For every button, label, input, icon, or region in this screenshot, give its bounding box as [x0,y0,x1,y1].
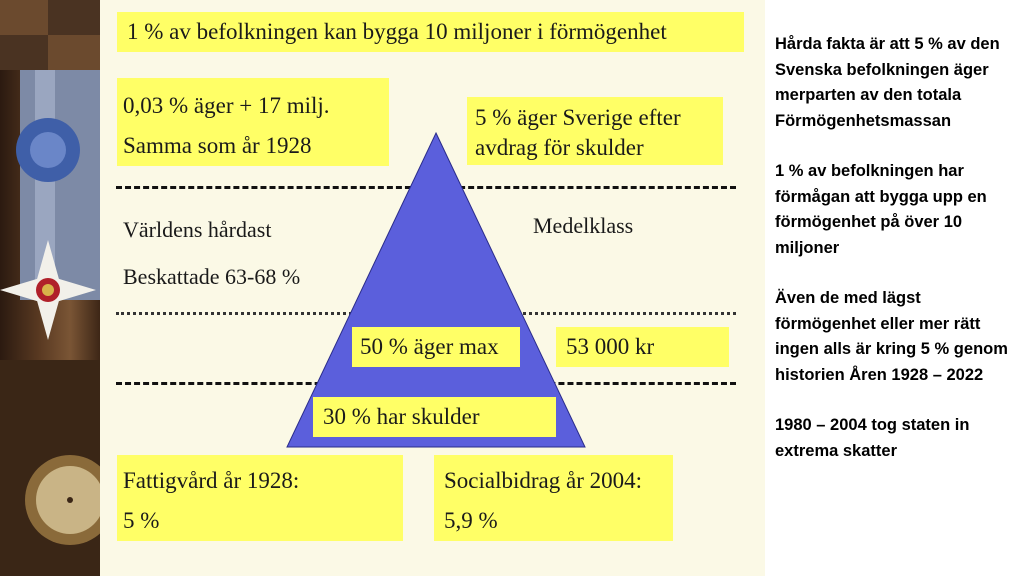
note-paragraph: 1 % av befolkningen har förmågan att bygga upp en förmögenhet på över 10 miljoner [775,162,987,257]
left-text [123,206,300,300]
note-paragraph: Även de med lägst förmögenhet eller mer rätt ingen alls är kring 5 % genom historien Åren 1928 – 2022 [775,289,1008,384]
title-box [117,12,744,52]
bottom-left-line2: 5 % [123,508,160,533]
notes-panel [775,32,1020,489]
pyramid-middle-box [352,327,520,367]
left-text-line1: Världens hårdast [123,217,272,242]
pyramid-bottom-box [313,397,556,437]
amount-text: 53 000 kr [566,334,655,359]
top-right-line1: 5 % äger Sverige efter [475,105,681,130]
top-left-box [117,78,389,166]
bottom-right-line1: Socialbidrag år 2004: [444,468,643,493]
amount-box [556,327,729,367]
bottom-left-box [117,455,403,541]
top-left-line1: 0,03 % äger + 17 milj. [123,93,330,118]
bottom-left-line1: Fattigvård år 1928: [123,468,300,493]
bottom-right-line2: 5,9 % [444,508,498,533]
pyramid-middle-text: 50 % äger max [360,334,499,359]
top-right-box [467,97,723,165]
bottom-right-box [434,455,673,541]
left-text-line2: Beskattade 63-68 % [123,264,301,289]
note-paragraph: 1980 – 2004 tog staten in extrema skatter [775,416,970,460]
title-text: 1 % av befolkningen kan bygga 10 miljoner i förmögenhet [127,19,667,44]
note-paragraph: Hårda fakta är att 5 % av den Svenska befolkningen äger merparten av den totala Förmögenhetsmassan [775,35,1000,130]
pyramid-bottom-text: 30 % har skulder [323,404,480,429]
right-text: Medelklass [533,213,634,238]
top-left-line2: Samma som år 1928 [123,133,312,158]
top-right-line2: avdrag för skulder [475,135,644,160]
